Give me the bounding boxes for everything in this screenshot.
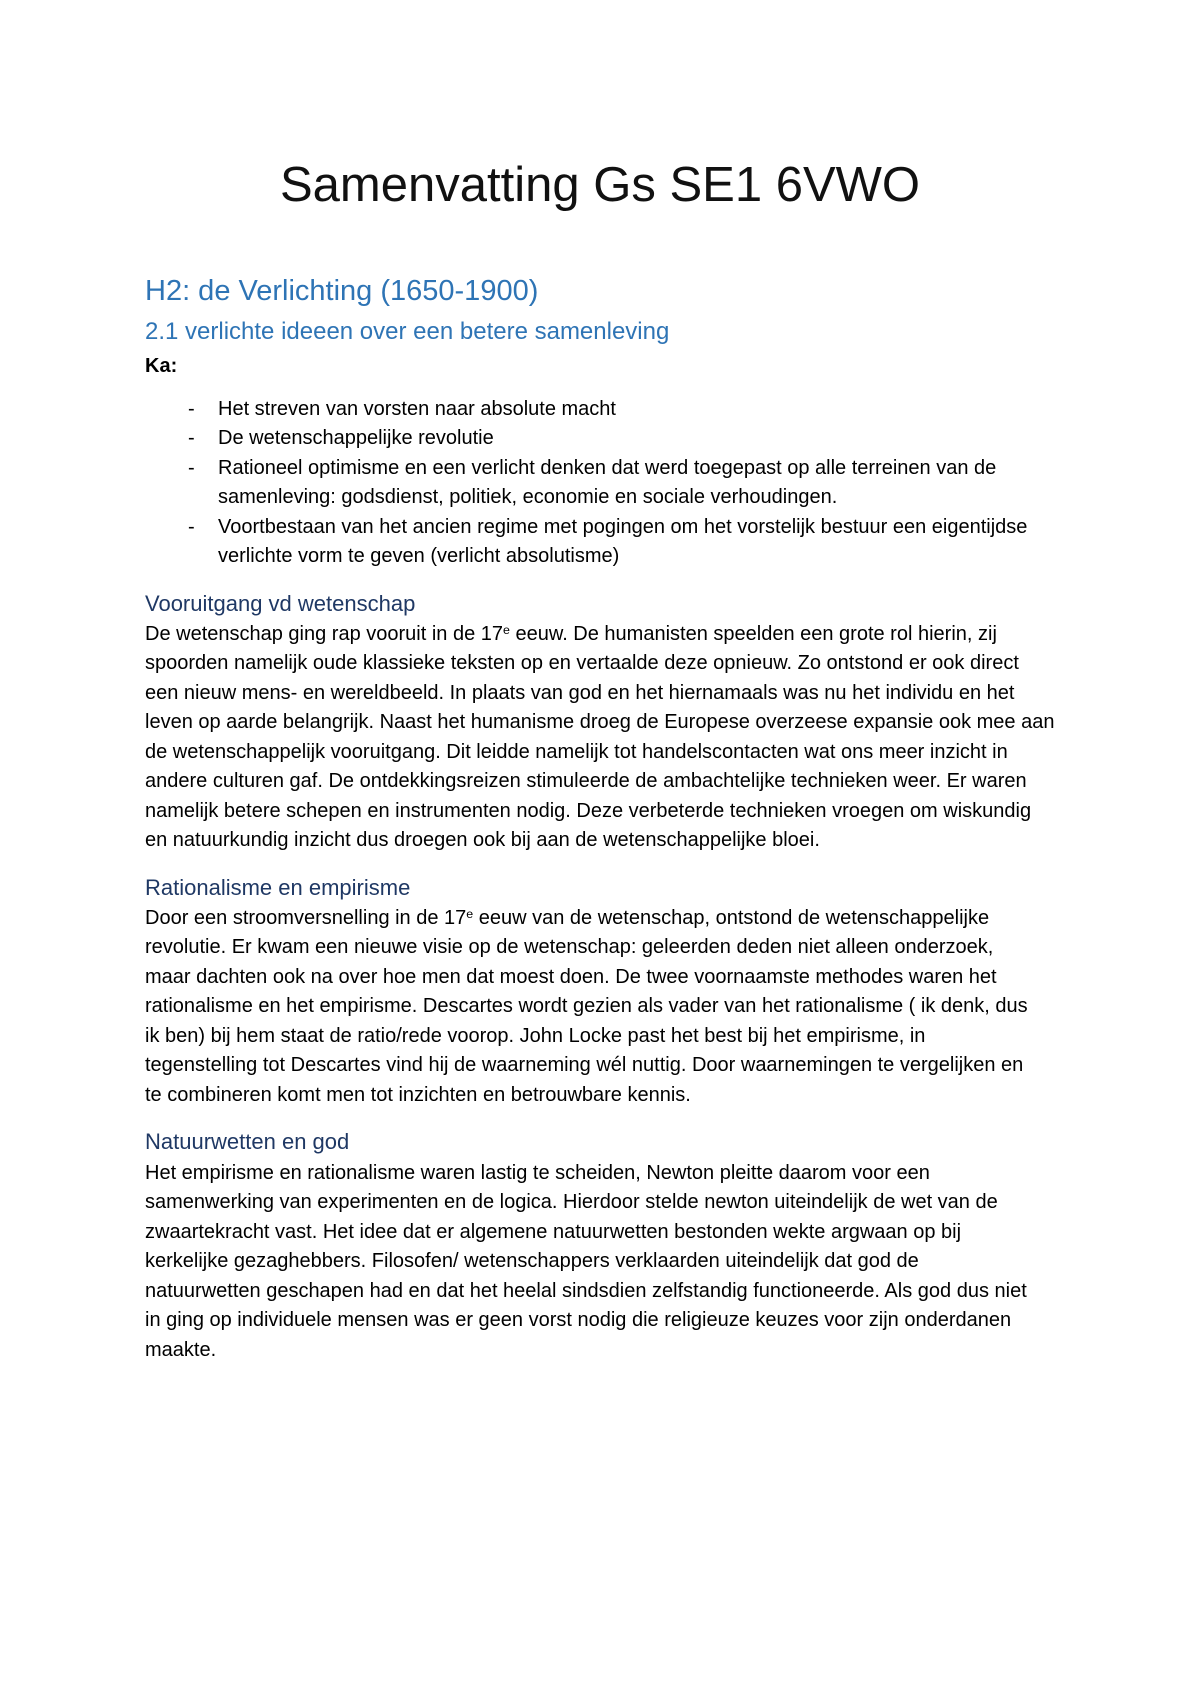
bullet-dash: -	[188, 456, 195, 479]
list-item	[145, 454, 1075, 513]
text-line: Rationeel optimisme en een verlicht denken dat werd toegepast op alle terreinen van de	[218, 456, 997, 479]
text-line: de wetenschappelijk vooruitgang. Dit leidde namelijk tot handelscontacten wat ons meer inzicht in	[145, 740, 1008, 763]
chapter-heading: H2: de Verlichting (1650-1900)	[145, 275, 539, 307]
text-line: De wetenschappelijke revolutie	[218, 427, 494, 450]
bullet-dash: -	[188, 427, 195, 450]
text-line: natuurwetten geschapen had en dat het heelal sindsdien zelfstandig functioneerde. Als god dus niet	[145, 1279, 1027, 1302]
section-heading: 2.1 verlichte ideeen over een betere samenleving	[145, 318, 670, 345]
list-item	[145, 424, 1075, 453]
subsection-heading-natuurwetten: Natuurwetten en god	[145, 1129, 350, 1154]
text-line: Voortbestaan van het ancien regime met pogingen om het vorstelijk bestuur een eigentijdse	[218, 515, 1028, 538]
text-line: rationalisme en het empirisme. Descartes wordt gezien als vader van het rationalisme ( ik denk, dus	[145, 995, 1028, 1018]
text-line: spoorden namelijk oude klassieke teksten op en vertaalde deze opnieuw. Zo ontstond er ook direct	[145, 652, 1019, 675]
text-line: zwaartekracht vast. Het idee dat er algemene natuurwetten bestonden wekte argwaan op bij	[145, 1220, 962, 1243]
text-line: maakte.	[145, 1338, 217, 1361]
text-line: Het streven van vorsten naar absolute macht	[218, 398, 616, 420]
list-item-text	[218, 424, 1075, 453]
text-segment: eeuw van de wetenschap, ontstond de wetenschappelijke	[473, 907, 990, 929]
text-line: tegenstelling tot Descartes vind hij de waarneming wél nuttig. Door waarnemingen te vergelijken en	[145, 1054, 1024, 1077]
text-line: ik ben) bij hem staat de ratio/rede voorop. John Locke past het best bij het empirisme, in	[145, 1024, 926, 1047]
text-line: en natuurkundig inzicht dus droegen ook bij aan de wetenschappelijke bloei.	[145, 829, 820, 852]
list-item	[145, 513, 1075, 572]
paragraph-natuurwetten	[145, 1159, 1105, 1365]
bullet-dash: -	[188, 398, 195, 420]
text-segment: De wetenschap ging rap vooruit in de 17	[145, 623, 504, 645]
list-item	[145, 395, 1075, 424]
ka-label: Ka:	[145, 355, 178, 377]
ka-list	[145, 395, 1075, 572]
bullet-dash: -	[188, 515, 195, 538]
subsection-heading-vooruitgang: Vooruitgang vd wetenschap	[145, 591, 416, 616]
text-line: leven op aarde belangrijk. Naast het humanisme droeg de Europese overzeese expansie ook mee aan	[145, 711, 1055, 734]
text-line: een nieuw mens- en wereldbeeld. In plaats van god en het hiernamaals was nu het individu en het	[145, 681, 1015, 704]
text-line: Het empirisme en rationalisme waren lastig te scheiden, Newton pleitte daarom voor een	[145, 1162, 930, 1184]
text-segment: eeuw. De humanisten speelden een grote rol hierin, zij	[509, 623, 997, 645]
superscript: e	[466, 907, 474, 922]
paragraph-vooruitgang	[145, 620, 1105, 856]
text-segment: Door een stroomversnelling in de 17	[145, 907, 467, 929]
text-line: samenwerking van experimenten en de logica. Hierdoor stelde newton uiteindelijk de wet van de	[145, 1191, 998, 1214]
text-line: verlichte vorm te geven (verlicht absolutisme)	[218, 545, 620, 568]
text-line: namelijk betere schepen en instrumenten nodig. Deze verbeterde technieken vroegen om wiskundig	[145, 799, 1032, 822]
text-line: samenleving: godsdienst, politiek, economie en sociale verhoudingen.	[218, 486, 838, 509]
list-item-text	[218, 513, 1075, 572]
list-item-text	[218, 395, 1075, 424]
subsection-heading-rationalisme: Rationalisme en empirisme	[145, 875, 411, 900]
text-line: te combineren komt men tot inzichten en betrouwbare kennis.	[145, 1083, 691, 1106]
text-line: kerkelijke gezaghebbers. Filosofen/ wetenschappers verklaarden uiteindelijk dat god de	[145, 1250, 919, 1273]
text-line	[145, 904, 1105, 933]
text-line	[145, 620, 1105, 649]
paragraph-rationalisme	[145, 904, 1105, 1110]
document-title: Samenvatting Gs SE1 6VWO	[280, 158, 920, 212]
text-line: in ging op individuele mensen was er geen vorst nodig die religieuze keuzes voor zijn onderdanen	[145, 1309, 1012, 1332]
superscript: e	[503, 623, 510, 638]
text-line: maar dachten ook na over hoe men dat moest doen. De twee voornaamste methodes waren het	[145, 965, 997, 988]
text-line: andere culturen gaf. De ontdekkingsreizen stimuleerde de ambachtelijke technieken weer. Er waren	[145, 770, 1027, 793]
text-line: revolutie. Er kwam een nieuwe visie op de wetenschap: geleerden deden niet alleen onderzoek,	[145, 936, 994, 959]
list-item-text	[218, 454, 1075, 513]
